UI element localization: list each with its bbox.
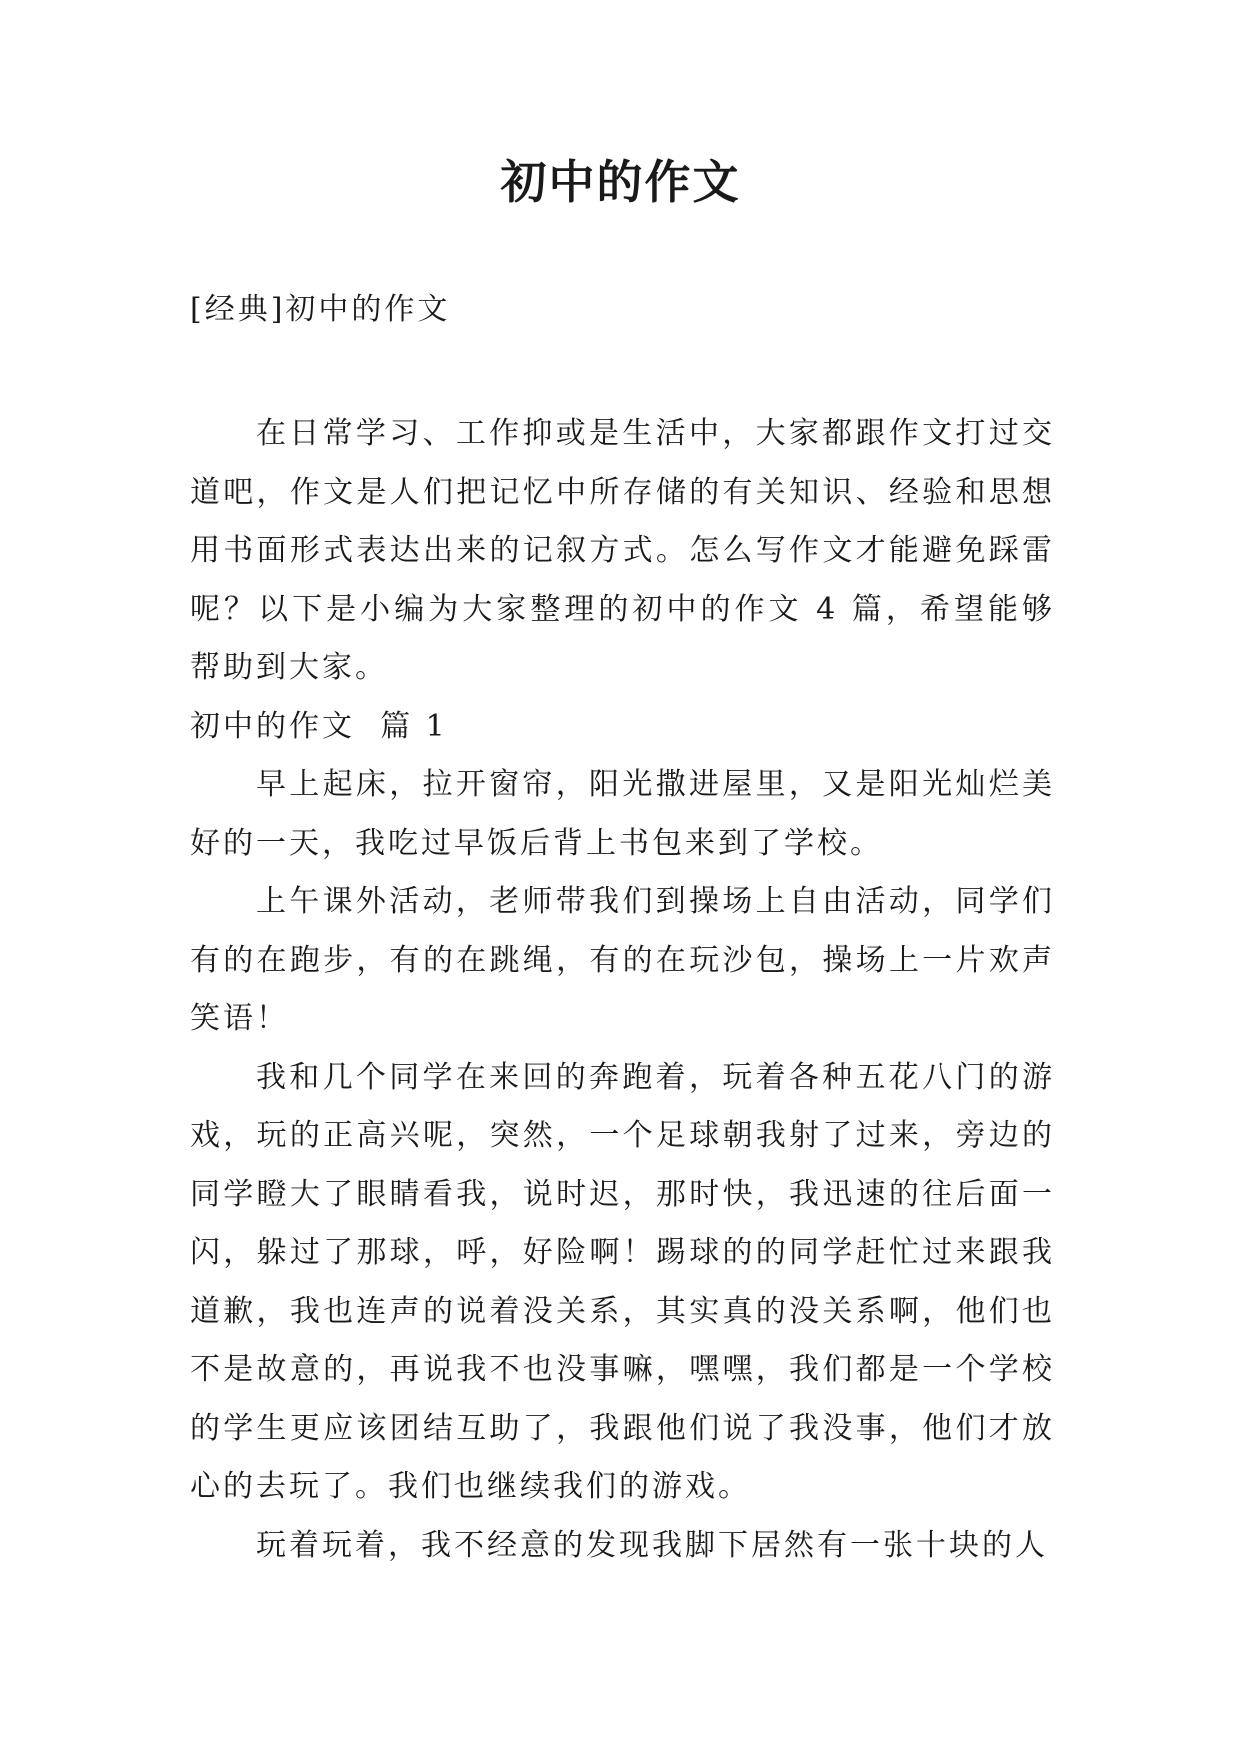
body-paragraph-4: 玩着玩着，我不经意的发现我脚下居然有一张十块的人 xyxy=(256,1527,1048,1563)
document-title: 初中的作文 xyxy=(500,155,741,209)
body-paragraph-3: 我和几个同学在来回的奔跑着，玩着各种五花八门的游戏，玩的正高兴呢，突然，一个足球朝我射了过来，旁边的同学瞪大了眼睛看我，说时迟，那时快，我迅速的往后面一闪，躲过了那球，呼，好险啊！踢球的的同学赶忙过来跟我道歉，我也连声的说着没关系，其实真的没关系啊，他们也不是故意的，再说我不也没事嘛，嘿嘿，我们都是一个学校的学生更应该团结互助了，我跟他们说了我没事，他们才放心的去玩了。我们也继续我们的游戏。 xyxy=(190,1059,1055,1504)
body-paragraph-2: 上午课外活动，老师带我们到操场上自由活动，同学们有的在跑步，有的在跳绳，有的在玩沙包，操场上一片欢声笑语！ xyxy=(190,884,1055,1036)
section-heading: 初中的作文 篇 1 xyxy=(190,708,448,744)
document-subtitle: [经典]初中的作文 xyxy=(190,292,451,327)
intro-paragraph: 在日常学习、工作抑或是生活中，大家都跟作文打过交道吧，作文是人们把记忆中所存储的有关知识、经验和思想用书面形式表达出来的记叙方式。怎么写作文才能避免踩雷呢？以下是小编为大家整理的初中的作文 4 篇，希望能够帮助到大家。 xyxy=(190,416,1055,685)
document-body xyxy=(190,405,1055,1575)
body-paragraph-1: 早上起床，拉开窗帘，阳光撒进屋里，又是阳光灿烂美好的一天，我吃过早饭后背上书包来到了学校。 xyxy=(190,767,1055,861)
